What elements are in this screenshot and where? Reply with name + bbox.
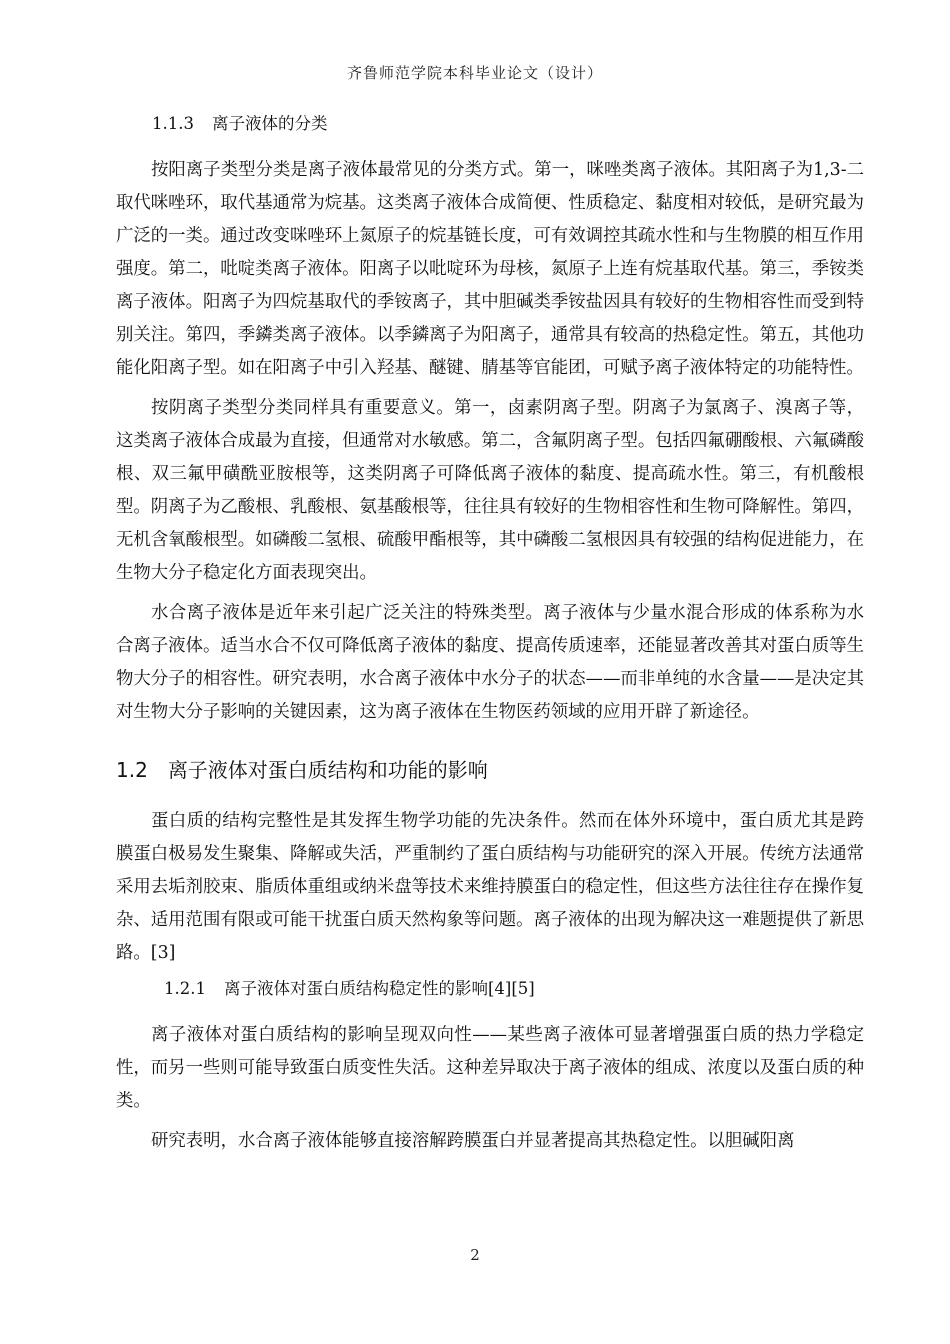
page-number: 2 [470,1246,480,1264]
section-heading-1-2 [116,755,864,785]
paragraph-protein-integrity: 蛋白质的结构完整性是其发挥生物学功能的先决条件。然而在体外环境中，蛋白质尤其是跨膜蛋白极易发生聚集、降解或失活，严重制约了蛋白质结构与功能研究的深入开展。传统方法通常采用去垢剂胶束、脂质体重组或纳米盘等技术来维持膜蛋白的稳定性，但这些方法往往存在操作复杂、适用范围有限或可能干扰蛋白质天然构象等问题。离子液体的出现为解决这一难题提供了新思路。[3] [116,811,864,963]
subsection-number: 1.1.3 [152,114,194,133]
subsection-title-text: 离子液体对蛋白质结构稳定性的影响[4][5] [223,979,535,998]
subsection-number: 1.2.1 [164,979,206,998]
paragraph-hydrated-ionic-liquids: 水合离子液体是近年来引起广泛关注的特殊类型。离子液体与少量水混合形成的体系称为水合离子液体。适当水合不仅可降低离子液体的黏度、提高传质速率，还能显著改善其对蛋白质等生物大分子的相容性。研究表明，水合离子液体中水分子的状态——而非单纯的水含量——是决定其对生物大分子影响的关键因素，这为离子液体在生物医药领域的应用开辟了新途径。 [116,603,864,722]
page-body [116,112,864,1165]
subsection-heading-1-2-1 [164,977,864,1001]
paragraph-anion-classification: 按阴离子类型分类同样具有重要意义。第一，卤素阴离子型。阴离子为氯离子、溴离子等，这类离子液体合成最为直接，但通常对水敏感。第二，含氟阴离子型。包括四氟硼酸根、六氟磷酸根、双三氟甲磺酰亚胺根等，这类阴离子可降低离子液体的黏度、提高疏水性。第三，有机酸根型。阴离子为乙酸根、乳酸根、氨基酸根等，往往具有较好的生物相容性和生物可降解性。第四，无机含氧酸根型。如磷酸二氢根、硫酸甲酯根等，其中磷酸二氢根因具有较强的结构促进能力，在生物大分子稳定化方面表现突出。 [116,398,864,583]
subsection-heading-1-1-3 [152,112,864,136]
paragraph-cation-classification: 按阳离子类型分类是离子液体最常见的分类方式。第一，咪唑类离子液体。其阳离子为1,3-二取代咪唑环，取代基通常为烷基。这类离子液体合成简便、性质稳定、黏度相对较低，是研究最为广泛的一类。通过改变咪唑环上氮原子的烷基链长度，可有效调控其疏水性和与生物膜的相互作用强度。第二，吡啶类离子液体。阳离子以吡啶环为母核，氮原子上连有烷基取代基。第三，季铵类离子液体。阳离子为四烷基取代的季铵离子，其中胆碱类季铵盐因具有较好的生物相容性而受到特别关注。第四，季鏻类离子液体。以季鏻离子为阳离子，通常具有较高的热稳定性。第五，其他功能化阳离子型。如在阳离子中引入羟基、醚键、腈基等官能团，可赋予离子液体特定的功能特性。 [116,160,864,378]
subsection-title-text: 离子液体的分类 [211,114,328,133]
running-header: 齐鲁师范学院本科毕业论文（设计） [346,64,603,82]
section-title-text: 离子液体对蛋白质结构和功能的影响 [167,758,488,782]
paragraph-bidirectional-effect: 离子液体对蛋白质结构的影响呈现双向性——某些离子液体可显著增强蛋白质的热力学稳定性，而另一些则可能导致蛋白质变性失活。这种差异取决于离子液体的组成、浓度以及蛋白质的种类。 [116,1025,864,1111]
section-number: 1.2 [116,758,148,782]
paragraph-membrane-protein-dissolution: 研究表明，水合离子液体能够直接溶解跨膜蛋白并显著提高其热稳定性。以胆碱阳离 [151,1131,795,1151]
